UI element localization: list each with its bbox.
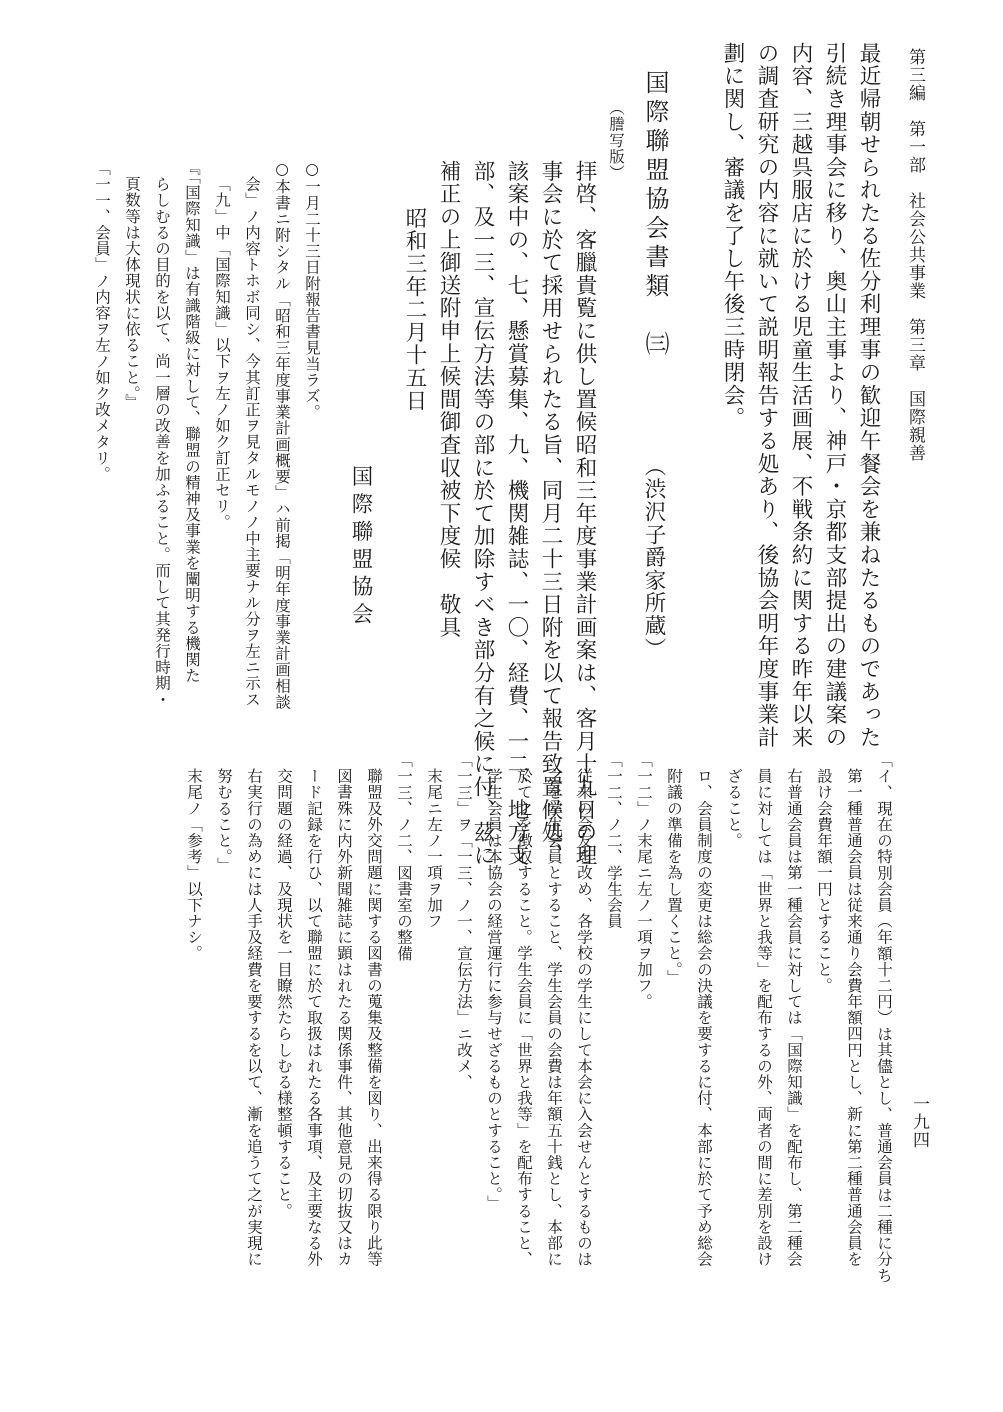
text-column: 右実行の為めには人手及経費を要するを以て、漸を追うて之が実現に [245,768,263,1268]
text-column: 設け会費年額一円とすること。 [815,768,833,994]
text-column: 部、及一三、宣伝方法等の部に於て加除すべき部分有之候に付、茲に [470,160,495,867]
note-column: 「九」中「国際知識」以下ヲ左ノ如ク訂正セリ。 [213,176,231,531]
text-column: 努むること。」 [215,768,233,873]
note-column: らしむるの目的を以て、尚一層の改善を加ふること。而して其発行時期・ [153,176,171,708]
note-column: 会」ノ内容トホボ同シ、今其訂正ヲ見タルモノノ中主要ナル分ヲ左ニ示ス [243,176,261,708]
text-column: 拝啓、客臘貴覧に供し置候昭和三年度事業計画案は、客月十九日の理 [572,160,597,867]
text-column: 於て之を徴収すること。学生会員に「世界と我等」を配布すること、 [515,768,533,1268]
text-column: 附議の準備を為し置くこと。」 [665,768,683,986]
text-column: ロ、会員制度の変更は総会の決議を要するに付、本部に於て予め総会 [695,768,713,1268]
text-column: 之を学生会員とすること、学生会員の会費は年額五十銭とし、本部に [545,768,563,1268]
text-column: 従来の会友を改め、各学校の学生にして本会に入会せんとするものは [575,768,593,1268]
source-note: （渋沢子爵家所蔵） [641,455,666,661]
text-column: 員に対しては「世界と我等」を配布するの外、両者の間に差別を設け [755,768,773,1268]
text-column: 「一三、ノ二、図書室の整備 [395,752,413,962]
text-column: 最近帰朝せられたる佐分利理事の歓迎午餐会を兼ねたるものであった [856,42,881,749]
running-head: 第三編 第一部 社会公共事業 第三章 国際親善 [905,48,925,462]
text-column: 内容、三越呉服店に於ける児童生活画展、不戦条約に関する昨年以来 [788,42,813,749]
note-column: ○本書ニ附シタル「昭和三年度事業計画概要」ハ前掲「明年度事業計画相談 [273,160,291,710]
letter-sender: 国際聯盟協会 [348,465,373,630]
note-column: 『「国際知識」は有識階級に対して、聯盟の精神及事業を闡明する機関た [183,160,201,684]
text-column: 聯盟及外交問題に関する図書の蒐集及整備を図り、出来得る限り此等 [365,768,383,1268]
note-column: 「一一、会員」ノ内容ヲ左ノ如ク改メタリ。 [93,160,111,482]
copy-note: （謄写版） [607,100,625,181]
text-column: 右普通会員は第一種会員に対しては「国際知識」を配布し、第二種会 [785,768,803,1268]
text-column: 事会に於て採用せられたる旨、同月二十三日附を以て報告致置候処、 [538,160,563,867]
text-column: 劃に関し、審議を了し午後三時閉会。 [720,42,745,430]
text-column: 補正の上御送附申上候間御査収被下度候 敬具 [436,160,461,639]
text-column: 「イ、現在の特別会員（年額十二円）は其儘とし、普通会員は二種に分ち [875,752,893,1284]
page-number: 一九四 [909,1095,929,1149]
text-column: 学生会員は本協会の経営運行に参与せざるものとすること。」 [485,768,503,1212]
text-column: 「一二、ノ二、学生会員 [605,752,623,930]
text-column: 末尾ノ「参考」以下ナシ。 [185,768,203,962]
text-column: ード記録を行ひ、以て聯盟に於て取扱はれたる各事項、及主要なる外 [305,768,323,1268]
text-column: ざること。 [725,768,743,849]
text-column: 引続き理事会に移り、奥山主事より、神戸・京都支部提出の建議案の [822,42,847,749]
text-column: 該案中の、七、懸賞募集、九、機関雑誌、一〇、経費、一二、地方支 [504,160,529,867]
text-column: 第一種普通会員は従来通り会費年額四円とし、新に第二種普通会員を [845,768,863,1268]
text-column: 交問題の経過、及現状を一目瞭然たらしむる様整頓すること。 [275,768,293,1219]
text-column: の調査研究の内容に就いて説明報告する処あり、後協会明年度事業計 [754,42,779,749]
letter-date: 昭和三年二月十五日 [402,207,427,413]
note-column: 頁数等は大体現状に依ること。』 [123,176,141,410]
text-column: 末尾ニ左ノ一項ヲ加フ [425,768,443,929]
text-column: 「一三」ヲ「一三、ノ一、宣伝方法」ニ改メ、 [455,752,473,1091]
note-column: ○一月二十三日附報告書見当ラズ。 [303,160,321,421]
text-column: 図書殊に内外新聞雑誌に顕はれたる関係事件、其他意見の切抜又はカ [335,768,353,1268]
document-title: 国際聯盟協会書類 ㈢ [641,70,669,360]
text-column: 「一二」ノ末尾ニ左ノ一項ヲ加フ。 [635,752,653,1010]
